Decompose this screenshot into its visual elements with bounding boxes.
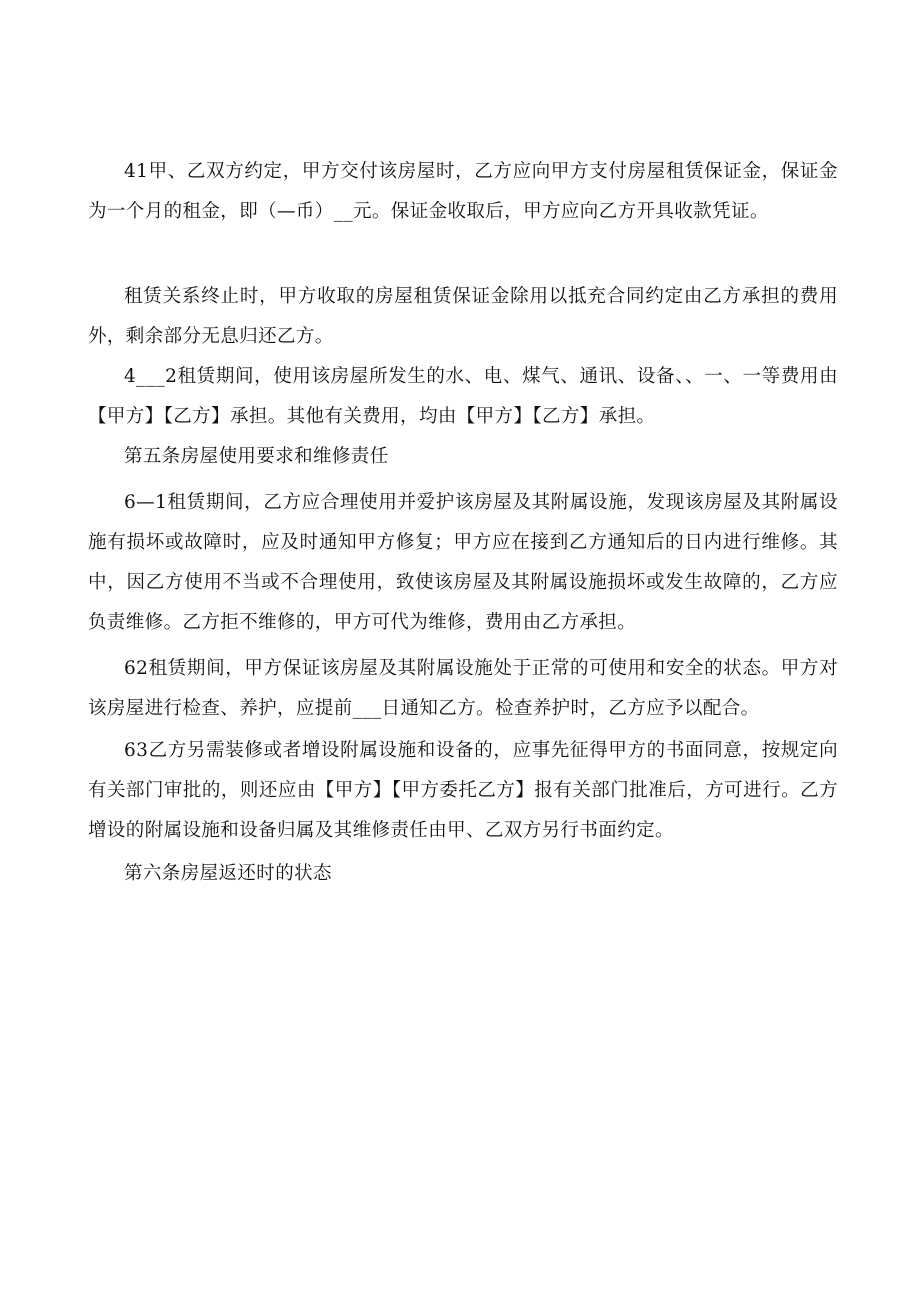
paragraph-deposit-return: 租赁关系终止时，甲方收取的房屋租赁保证金除用以抵充合同约定由乙方承担的费用外，剩余部分无息归还乙方。 [88,286,838,347]
paragraph-renovation-approval: 63乙方另需装修或者增设附属设施和设备的，应事先征得甲方的书面同意，按规定向有关部门审批的，则还应由【甲方】【甲方委托乙方】报有关部门批准后，方可进行。乙方增设的附属设施和设备归属及其维修责任由甲、乙双方另行书面约定。 [88,740,838,841]
paragraph-utility-fees: 4___2租赁期间，使用该房屋所发生的水、电、煤气、通讯、设备、、一、一等费用由【甲方】【乙方】承担。其他有关费用，均由【甲方】【乙方】承担。 [88,366,838,427]
paragraph-deposit-agreement: 41甲、乙双方约定，甲方交付该房屋时，乙方应向甲方支付房屋租赁保证金，保证金为一个月的租金，即（—币）__元。保证金收取后，甲方应向乙方开具收款凭证。 [88,161,838,222]
section-heading-article-6: 第六条房屋返还时的状态 [124,863,332,884]
section-heading-article-5: 第五条房屋使用要求和维修责任 [124,446,389,467]
paragraph-landlord-inspection: 62租赁期间，甲方保证该房屋及其附属设施处于正常的可使用和安全的状态。甲方对该房屋进行检查、养护，应提前___日通知乙方。检查养护时，乙方应予以配合。 [88,658,838,719]
paragraph-tenant-maintenance: 6—1租赁期间，乙方应合理使用并爱护该房屋及其附属设施，发现该房屋及其附属设施有损坏或故障时，应及时通知甲方修复；甲方应在接到乙方通知后的日内进行维修。其中，因乙方使用不当或不合理使用，致使该房屋及其附属设施损坏或发生故障的，乙方应负责维修。乙方拒不维修的，甲方可代为维修，费用由乙方承担。 [88,492,838,633]
